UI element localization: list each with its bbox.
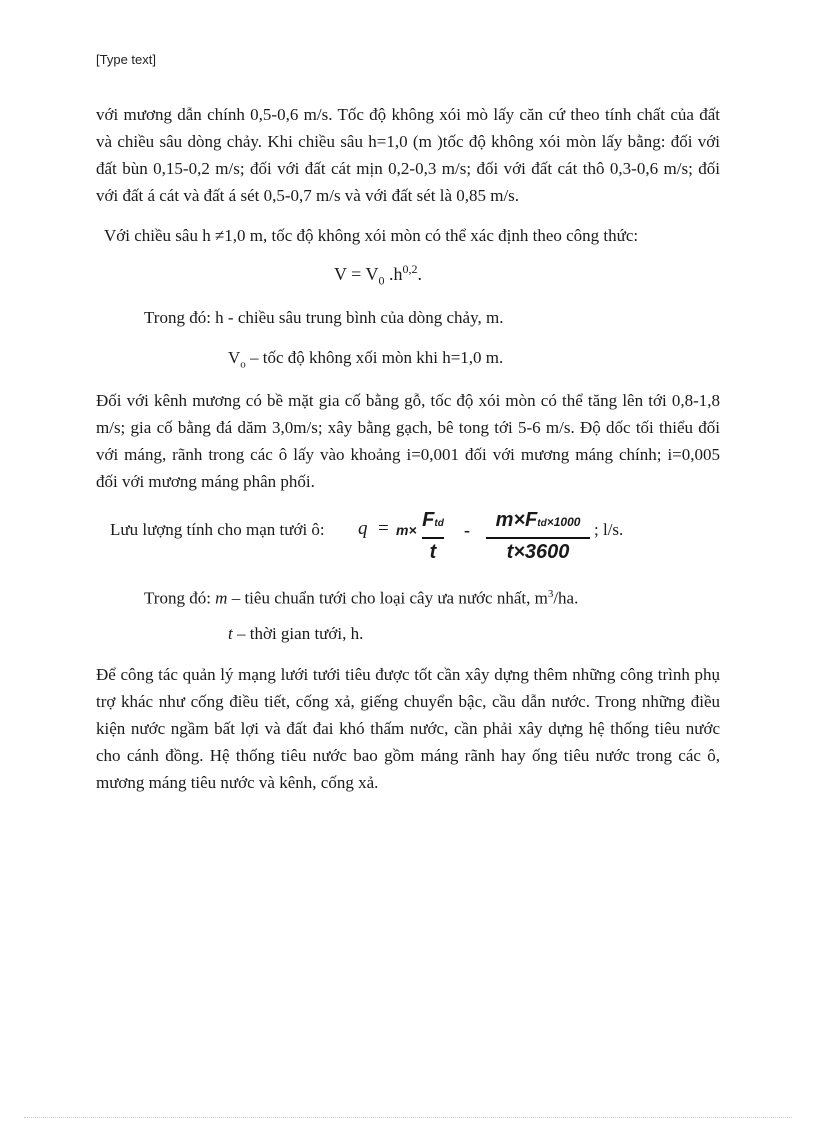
where-m-sup: 3 <box>547 588 554 600</box>
formula-v-end: . <box>417 264 422 284</box>
fraction-2-num: m×F <box>495 509 538 531</box>
flow-m-times: m× <box>396 522 417 538</box>
v0-symbol: V <box>228 348 241 367</box>
flow-minus: - <box>464 520 470 540</box>
where-m-definition <box>144 582 578 611</box>
where-t-text: – thời gian tưới, h. <box>232 624 364 643</box>
formula-v-exponent: 0,2 <box>402 262 418 276</box>
formula-v-lhs: V = V <box>334 264 379 284</box>
fraction-1-den: t <box>429 541 437 563</box>
fraction-2-den: t×3600 <box>506 541 570 563</box>
page-bottom-edge <box>24 1117 792 1118</box>
v0-sub: o <box>240 358 246 371</box>
fraction-2-num-tail: ×1000 <box>546 515 581 529</box>
formula-v-mid: .h <box>384 264 403 284</box>
fraction-2-bar <box>486 537 590 539</box>
where-m-end: /ha. <box>553 588 579 608</box>
flow-var-q: q <box>358 518 368 539</box>
formula-velocity <box>334 262 422 289</box>
where-t-var: t <box>228 624 233 643</box>
where-m-prefix: Trong đó: <box>144 588 216 608</box>
fraction-1-bar <box>422 537 444 539</box>
page-header: [Type text] <box>96 52 156 67</box>
flow-equals: = <box>378 518 389 539</box>
paragraph-formula-intro: Với chiều sâu h ≠1,0 m, tốc độ không xói mòn có thể xác định theo công thức: <box>104 226 639 245</box>
paragraph-velocity-limits: với mương dẫn chính 0,5-0,6 m/s. Tốc độ không xói mò lấy căn cứ theo tính chất của đất và chiều sâu dòng chảy. Khi chiều sâu h=1,0 (m )tốc độ không xói mòn lấy bằng: đối với đất bùn 0,15-0,2 m/s; đối với đất cát mịn 0,2-0,3 m/s; đối với đất cát thô 0,3-0,6 m/s; đối với đất á cát và đất á sét 0,5-0,7 m/s và với đất sét là 0,85 m/s. <box>96 105 720 205</box>
where-v0-definition <box>228 346 503 376</box>
where-h-definition: Trong đó: h - chiều sâu trung bình của dòng chảy, m. <box>144 308 504 327</box>
fraction-1-num-sub: td <box>434 518 444 529</box>
fraction-2-num-sub: td <box>537 518 547 529</box>
formula-v-sub: 0 <box>378 273 385 288</box>
formula-flow-rate <box>110 508 710 562</box>
v0-text: – tốc độ không xối mòn khi h=1,0 m. <box>245 348 504 367</box>
flow-unit: ; l/s. <box>594 520 624 539</box>
fraction-2 <box>486 508 590 564</box>
where-m-text: – tiêu chuẩn tưới cho loại cây ưa nước nhất, m <box>227 588 548 608</box>
flow-label: Lưu lượng tính cho mạn tưới ô: <box>110 520 325 539</box>
paragraph-auxiliary-works: Để công tác quản lý mạng lưới tưới tiêu được tốt cần xây dựng thêm những công trình phụ trợ khác như cống điều tiết, cống xả, giếng chuyển bậc, cầu dẫn nước. Trong những điều kiện nước ngầm bất lợi và đất đai khó thấm nước, cần phải xây dựng hệ thống tiêu nước cho cánh đồng. Hệ thống tiêu nước bao gồm máng rãnh hay ống tiêu nước trong các ô, mương máng tiêu nước và kênh, cống xả. <box>96 665 720 792</box>
where-m-var: m <box>215 588 228 608</box>
paragraph-reinforced-channels: Đối với kênh mương có bề mặt gia cố bằng gỗ, tốc độ xói mòn có thể tăng lên tới 0,8-1,8 m/s; gia cố bằng đá dăm 3,0m/s; xây bằng gạch, bê tong tới 5-6 m/s. Độ dốc tối thiểu đối với máng, rãnh trong các ô lấy vào khoảng i=0,001 đối với mương máng chính; i=0,005 đối với mương máng phân phối. <box>96 391 720 491</box>
fraction-1 <box>422 508 444 564</box>
where-t-definition <box>228 622 363 646</box>
fraction-1-num: F <box>422 509 435 531</box>
